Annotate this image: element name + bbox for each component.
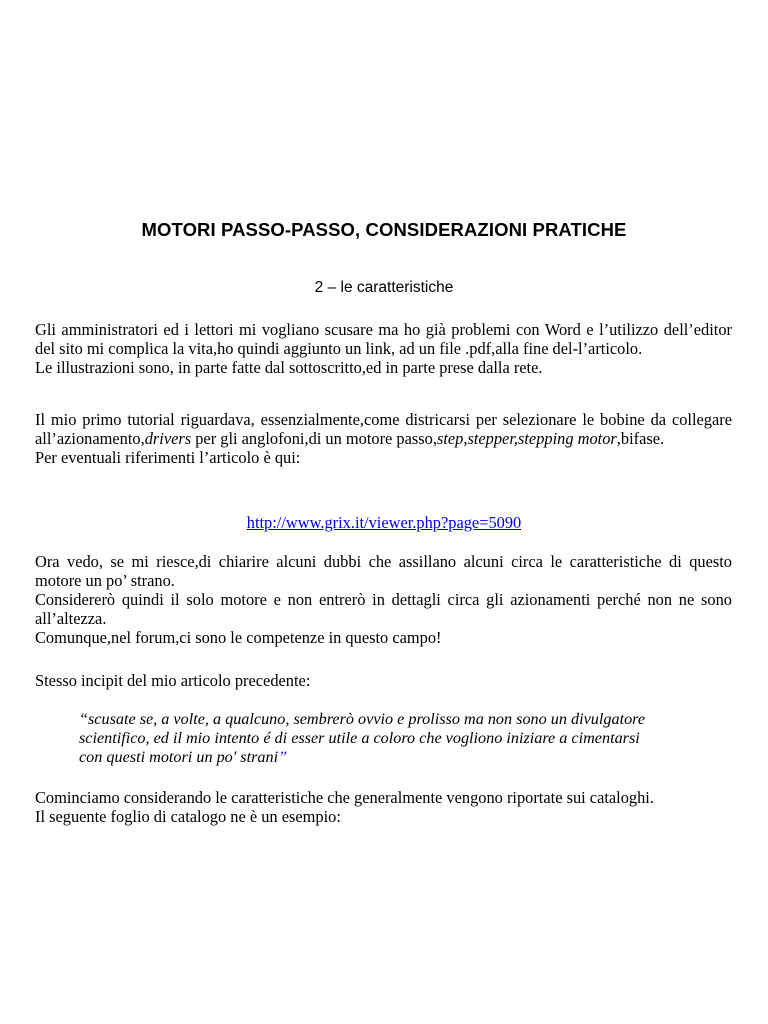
block-quote [79,710,719,767]
paragraph-text: Gli amministratori ed i lettori mi vogliano scusare ma ho già problemi con Word e l’utilizzo dell’editor del sito mi complica la vita,ho quindi aggiunto un link, ad un file .pdf,alla fine del-l’articolo. [35,320,732,358]
paragraph-incipit [35,671,732,690]
paragraph-text: Ora vedo, se mi riesce,di chiarire alcuni dubbi che assillano alcuni circa le caratteristiche di questo motore un po’ strano. [35,552,732,590]
paragraph-text: Per eventuali riferimenti l’articolo è qui: [35,448,301,467]
italic-term: step,stepper,stepping motor [436,429,617,448]
paragraph-tutorial [35,410,732,467]
text-span: ,bifase. [616,429,665,448]
paragraph-text: Comunque,nel forum,ci sono le competenze in questo campo! [35,628,442,647]
document-subtitle: 2 – le caratteristiche [314,279,454,296]
paragraph-text: Considererò quindi il solo motore e non entrerò in dettagli circa gli azionamenti perché non ne sono all’altezza. [35,590,732,628]
article-link[interactable]: http://www.grix.it/viewer.php?page=5090 [246,513,522,532]
quote-line: “scusate se, a volte, a qualcuno, sembrerò ovvio e prolisso ma non sono un divulgatore [79,710,646,728]
quote-line: scientifico, ed il mio intento é di esser utile a coloro che vogliono iniziare a cimentarsi [79,729,640,747]
paragraph-text [35,410,732,448]
paragraph-catalog [35,788,732,826]
quote-text: con questi motori un po' strani [79,748,279,766]
text-span: Il mio primo tutorial riguardava, essenzialmente,come districarsi per selezionare le bobine da collegare all’azionamento, [35,410,732,448]
paragraph-text: Stesso incipit del mio articolo precedente: [35,671,311,690]
text-span: per gli anglofoni,di un motore passo, [191,429,437,448]
paragraph-intro [35,320,732,377]
document-title: MOTORI PASSO-PASSO, CONSIDERAZIONI PRATICHE [141,219,627,240]
link-container [0,513,768,533]
paragraph-text: Le illustrazioni sono, in parte fatte dal sottoscritto,ed in parte prese dalla rete. [35,358,543,377]
paragraph-clarify [35,552,732,647]
paragraph-text: Il seguente foglio di catalogo ne è un esempio: [35,807,341,826]
close-quote-mark: ” [278,748,288,766]
paragraph-text: Cominciamo considerando le caratteristiche che generalmente vengono riportate sui cataloghi. [35,788,654,807]
quote-line [79,748,719,767]
italic-term: drivers [144,429,192,448]
